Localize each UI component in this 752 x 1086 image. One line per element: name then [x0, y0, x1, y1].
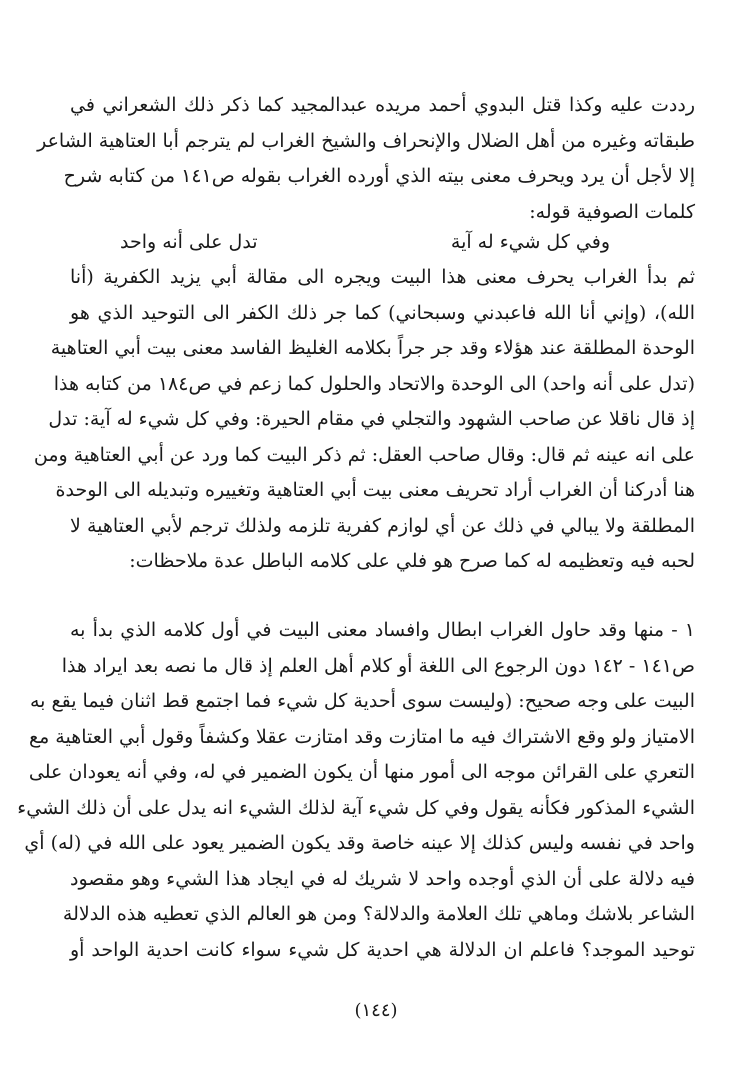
text-line: ثم بدأ الغراب يحرف معنى هذا البيت ويجره الى مقالة أبي يزيد الكفرية (أنا — [70, 266, 695, 288]
text-line: ١ - منها وقد حاول الغراب ابطال وافساد معنى البيت في أول كلامه الذي بدأ به — [70, 619, 695, 641]
text-line: الله)، (وإني أنا الله فاعبدني وسبحاني) كما جر ذلك الكفر الى التوحيد الذي هو — [70, 301, 695, 324]
page-number: (١٤٤) — [354, 1000, 398, 1021]
text-line: الشاعر بلاشك وماهي تلك العلامة والدلالة؟ ومن هو العالم الذي تعطيه هذه الدلالة — [62, 903, 695, 925]
paragraph-1 — [37, 88, 695, 230]
text-line: لحبه فيه وتعظيمه له كما صرح هو فلي على كلامه الباطل عدة ملاحظات: — [129, 550, 695, 572]
text-line: البيت على وجه صحيح: (وليست سوى أحدية كل شيء فما اجتمع قط اثنان فيما يقع به — [29, 690, 695, 712]
paragraph-2 — [33, 260, 695, 580]
poetry-verse — [120, 225, 610, 260]
text-line: إلا لأجل أن يرد ويحرف معنى بيته الذي أورده الغراب بقوله ص١٤١ من كتابه شرح — [63, 165, 695, 187]
text-line: إذ قال ناقلا عن صاحب الشهود والتجلي في مقام الحيرة: وفي كل شيء له آية: تدل — [48, 408, 695, 430]
text-line: ص١٤١ - ١٤٢ دون الرجوع الى اللغة أو كلام أهل العلم إذ قال ما نصه بعد ايراد هذا — [61, 654, 695, 677]
text-line: (تدل على أنه واحد) الى الوحدة والاتحاد والحلول كما زعم في ص١٨٤ من كتابه هذا — [53, 372, 695, 395]
text-line: توحيد الموجد؟ فاعلم ان الدلالة هي احدية كل شيء سواء كانت احدية الواحد أو — [70, 938, 695, 961]
verse-second-half: تدل على أنه واحد — [120, 231, 258, 253]
text-line: التعري على القرائن موجه الى أمور منها أن يكون الضمير في له، وفي أنه يعودان على — [28, 761, 695, 783]
text-line: طبقاته وغيره من أهل الضلال والإنحراف والشيخ الغراب لم يترجم أبا العتاهية الشاعر — [37, 129, 695, 152]
text-line: الشيء المذكور فكأنه يقول وفي كل شيء آية لذلك الشيء انه يدل على أن ذلك الشيء — [17, 796, 695, 819]
paragraph-3 — [17, 613, 695, 968]
text-line: المطلقة ولا يبالي في ذلك عن أي لوازم كفرية تلزمه ولذلك ترجم لأبي العتاهية لا — [70, 514, 695, 537]
text-line: على انه عينه ثم قال: وقال صاحب العقل: ثم ذكر البيت كما ورد عن أبي العتاهية ومن — [33, 443, 695, 466]
text-line: الامتياز ولو وقع الاشتراك فيه ما امتازت وقد امتازت عقلا وكشفاً وقول أبي العتاهية مع — [28, 725, 695, 748]
text-line: واحد في نفسه وليس كذلك إلا عينه خاصة وقد يكون الضمير يعود على الله في (له) أي — [24, 832, 695, 854]
text-line: هنا أدركنا أن الغراب أراد تحريف معنى بيت أبي العتاهية وتغييره وتبديله الى الوحدة — [55, 479, 695, 501]
verse-first-half: وفي كل شيء له آية — [450, 231, 610, 253]
text-line: الوحدة المطلقة عند هؤلاء وقد جر جراً بكلامه الغليظ الفاسد معنى بيت أبي العتاهية — [50, 337, 695, 359]
text-line: كلمات الصوفية قوله: — [529, 200, 695, 223]
text-line: فيه دلالة على أن الذي أوجده واحد لا شريك له في ايجاد هذا الشيء وهو مقصود — [70, 867, 695, 890]
text-line: رددت عليه وكذا قتل البدوي أحمد مريده عبدالمجيد كما ذكر ذلك الشعراني في — [70, 94, 695, 116]
